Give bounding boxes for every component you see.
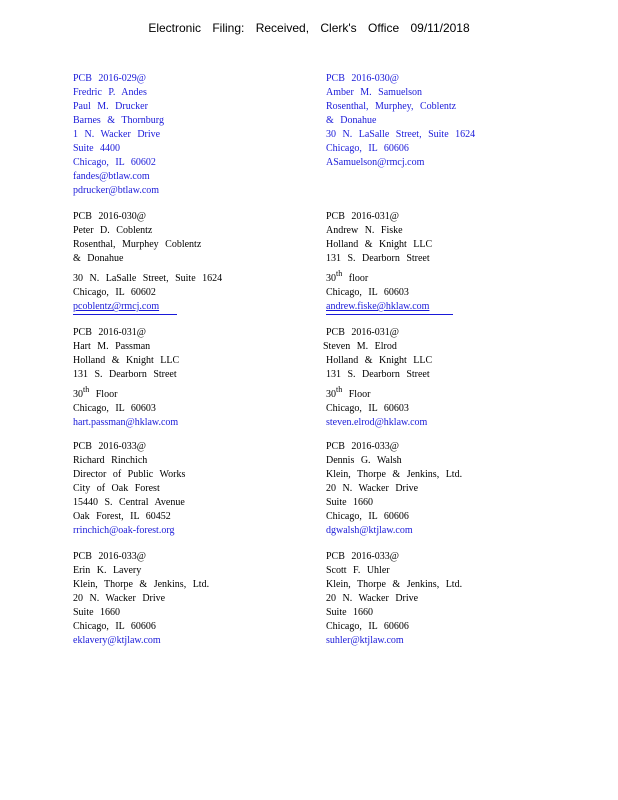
contact-name: Peter D. Coblentz bbox=[73, 225, 153, 236]
city-line: Chicago, IL 60606 bbox=[326, 511, 409, 522]
city-line: Chicago, IL 60606 bbox=[326, 143, 409, 154]
case-number: PCB 2016-030@ bbox=[326, 73, 399, 84]
address-line: 131 S. Dearborn Street bbox=[73, 369, 177, 380]
organization-name: City of Oak Forest bbox=[73, 483, 160, 494]
address-line: 30 N. LaSalle Street, Suite 1624 bbox=[73, 273, 223, 284]
service-entry bbox=[73, 210, 313, 315]
address-line: 30 N. LaSalle Street, Suite 1624 bbox=[326, 129, 476, 140]
floor-line: 30th floor bbox=[326, 269, 369, 284]
city-line: Oak Forest, IL 60452 bbox=[73, 511, 171, 522]
city-line: Chicago, IL 60602 bbox=[73, 157, 156, 168]
case-number: PCB 2016-031@ bbox=[326, 327, 399, 338]
contact-name: Richard Rinchich bbox=[73, 455, 148, 466]
contact-name: Hart M. Passman bbox=[73, 341, 151, 352]
contact-name: Erin K. Lavery bbox=[73, 565, 142, 576]
address-line: 1 N. Wacker Drive bbox=[73, 129, 161, 140]
filing-header: Electronic Filing: Received, Clerk's Office 09/11/2018 bbox=[148, 21, 470, 35]
address-line: Suite 1660 bbox=[326, 497, 374, 508]
firm-name: Rosenthal, Murphey, Coblentz bbox=[326, 101, 457, 112]
email-link[interactable]: eklavery@ktjlaw.com bbox=[73, 635, 161, 646]
city-line: Chicago, IL 60606 bbox=[326, 621, 409, 632]
case-number: PCB 2016-030@ bbox=[73, 211, 146, 222]
contact-name: Scott F. Uhler bbox=[326, 565, 390, 576]
case-number: PCB 2016-033@ bbox=[73, 441, 146, 452]
email-link[interactable]: andrew.fiske@hklaw.com bbox=[326, 300, 453, 315]
address-line: Suite 1660 bbox=[73, 607, 121, 618]
service-entry bbox=[326, 72, 566, 170]
email-link[interactable]: ASamuelson@rmcj.com bbox=[326, 157, 425, 168]
contact-name: Fredric P. Andes bbox=[73, 87, 147, 98]
service-entry bbox=[326, 210, 566, 315]
service-entry bbox=[73, 326, 313, 430]
service-entry bbox=[326, 550, 566, 648]
address-line: 20 N. Wacker Drive bbox=[73, 593, 166, 604]
contact-name: Andrew N. Fiske bbox=[326, 225, 403, 236]
contact-name: Steven M. Elrod bbox=[323, 341, 397, 352]
case-number: PCB 2016-029@ bbox=[73, 73, 146, 84]
firm-name-cont: & Donahue bbox=[326, 115, 377, 126]
address-line: 20 N. Wacker Drive bbox=[326, 483, 419, 494]
case-number: PCB 2016-031@ bbox=[326, 211, 399, 222]
city-line: Chicago, IL 60603 bbox=[73, 403, 156, 414]
service-entry bbox=[73, 440, 313, 538]
address-line: 131 S. Dearborn Street bbox=[326, 369, 430, 380]
firm-name: Klein, Thorpe & Jenkins, Ltd. bbox=[326, 469, 463, 480]
service-entry bbox=[73, 72, 313, 198]
address-line: 131 S. Dearborn Street bbox=[326, 253, 430, 264]
case-number: PCB 2016-033@ bbox=[326, 551, 399, 562]
contact-title: Director of Public Works bbox=[73, 469, 186, 480]
city-line: Chicago, IL 60603 bbox=[326, 287, 409, 298]
contact-name: Dennis G. Walsh bbox=[326, 455, 402, 466]
service-entry bbox=[326, 440, 566, 538]
email-link[interactable]: pcoblentz@rmcj.com bbox=[73, 300, 177, 315]
case-number: PCB 2016-031@ bbox=[73, 327, 146, 338]
email-link[interactable]: steven.elrod@hklaw.com bbox=[326, 417, 428, 428]
firm-name-cont: & Donahue bbox=[73, 253, 124, 264]
service-entry bbox=[73, 550, 313, 648]
address-line: Suite 1660 bbox=[326, 607, 374, 618]
firm-name: Holland & Knight LLC bbox=[326, 355, 433, 366]
firm-name: Holland & Knight LLC bbox=[73, 355, 180, 366]
email-link[interactable]: hart.passman@hklaw.com bbox=[73, 417, 179, 428]
firm-name: Klein, Thorpe & Jenkins, Ltd. bbox=[326, 579, 463, 590]
email-link[interactable]: suhler@ktjlaw.com bbox=[326, 635, 404, 646]
contact-name: Amber M. Samuelson bbox=[326, 87, 423, 98]
floor-line: 30th Floor bbox=[326, 385, 371, 400]
email-link[interactable]: dgwalsh@ktjlaw.com bbox=[326, 525, 413, 536]
firm-name: Klein, Thorpe & Jenkins, Ltd. bbox=[73, 579, 210, 590]
city-line: Chicago, IL 60606 bbox=[73, 621, 156, 632]
city-line: Chicago, IL 60603 bbox=[326, 403, 409, 414]
firm-name: Rosenthal, Murphey Coblentz bbox=[73, 239, 202, 250]
address-line: Suite 4400 bbox=[73, 143, 121, 154]
address-line: 20 N. Wacker Drive bbox=[326, 593, 419, 604]
city-line: Chicago, IL 60602 bbox=[73, 287, 156, 298]
email-link[interactable]: fandes@btlaw.com bbox=[73, 171, 150, 182]
address-line: 15440 S. Central Avenue bbox=[73, 497, 185, 508]
email-link[interactable]: pdrucker@btlaw.com bbox=[73, 185, 160, 196]
contact-name: Paul M. Drucker bbox=[73, 101, 148, 112]
service-entry bbox=[323, 326, 566, 430]
floor-line: 30th Floor bbox=[73, 385, 118, 400]
email-link[interactable]: rrinchich@oak-forest.org bbox=[73, 525, 175, 536]
firm-name: Holland & Knight LLC bbox=[326, 239, 433, 250]
case-number: PCB 2016-033@ bbox=[73, 551, 146, 562]
case-number: PCB 2016-033@ bbox=[326, 441, 399, 452]
firm-name: Barnes & Thornburg bbox=[73, 115, 164, 126]
